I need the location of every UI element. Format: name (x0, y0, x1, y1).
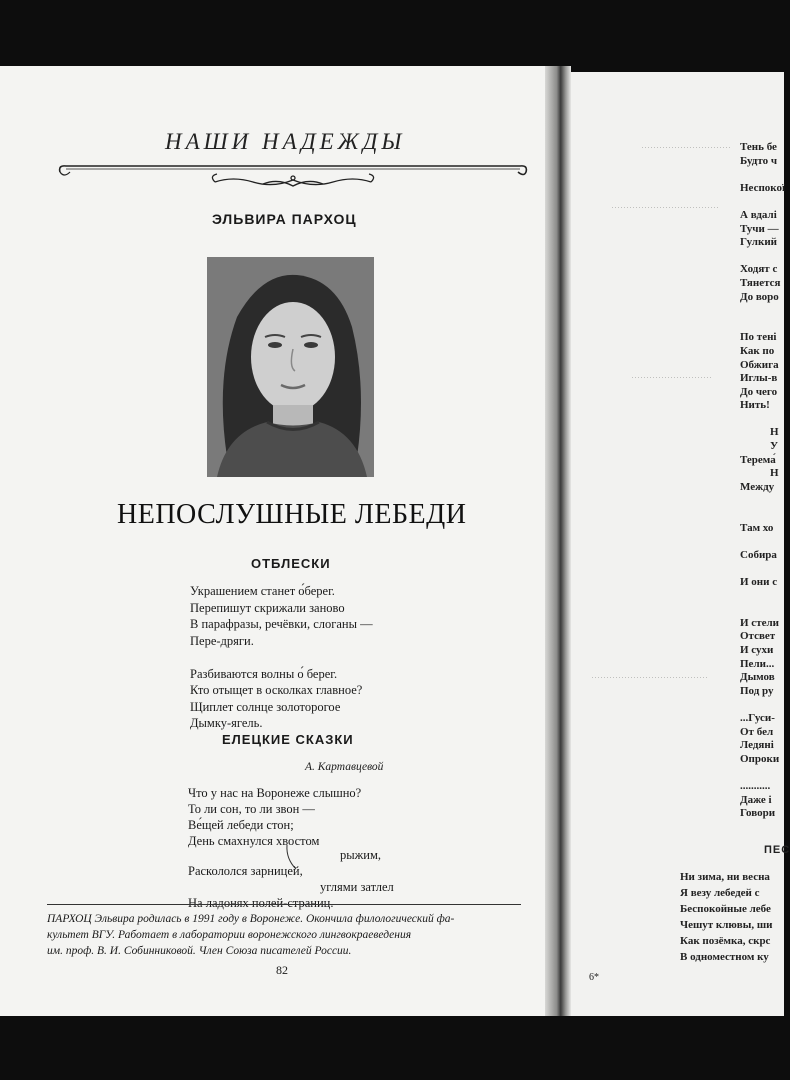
poem-line: От бел (740, 725, 774, 738)
dedication: А. Картавцевой (305, 761, 384, 773)
poem-line: Даже і (740, 793, 772, 806)
poem-line: рыжим, (340, 848, 382, 862)
poem-title-otbleski: ОТБЛЕСКИ (251, 556, 331, 571)
poem-line: Будто ч (740, 154, 778, 167)
poem-line (740, 317, 785, 331)
bleed-through-text: ⋯⋯⋯⋯⋯⋯⋯⋯⋯⋯⋯⋯ (611, 202, 719, 212)
poem-line: В одноместном ку (680, 951, 769, 963)
poem-line: Опроки (740, 752, 780, 765)
poem-line: У (770, 440, 779, 453)
bio-line: ПАРХОЦ Эльвира родилась в 1991 году в Воронеже. Окончила филологический фа- (47, 913, 455, 925)
poem-line: Пели... (740, 657, 775, 670)
poem-line: Между (740, 480, 775, 493)
poem-line: Беспокойные лебе (680, 903, 771, 915)
bleed-through-text: ⋯⋯⋯⋯⋯⋯⋯⋯⋯⋯ (641, 142, 731, 152)
poem-line: Перепишут скрижали заново (190, 600, 345, 615)
poem-line (740, 589, 785, 603)
poem-line: Н (770, 426, 779, 439)
poem-line: До воро (740, 290, 779, 303)
poem-line: Там хо (740, 521, 774, 534)
poem-line: И сухи (740, 643, 774, 656)
poem-line: Пере-дряги. (190, 633, 254, 648)
poem-line (740, 602, 785, 616)
poem-line: Терема́ (740, 453, 776, 466)
poem-line: Кто отыщет в осколках главное? (190, 683, 363, 697)
poem-line: И стели (740, 616, 779, 629)
bleed-through-text: ⋯⋯⋯⋯⋯⋯⋯⋯⋯⋯⋯⋯⋯ (591, 672, 708, 682)
book-gutter (545, 66, 571, 1016)
main-title: НЕПОСЛУШНЫЕ ЛЕБЕДИ (117, 499, 467, 530)
poem-line: Отсвет (740, 630, 776, 643)
poem-line: Н (770, 467, 779, 480)
poem-line: Ледяні (740, 739, 774, 752)
bio-line: культет ВГУ. Работает в лаборатории воронежского лингвокраеведения (47, 929, 412, 941)
right-poem-column (740, 140, 785, 820)
poem-line (740, 194, 785, 208)
bio-line: им. проф. В. И. Собинниковой. Член Союза писателей России. (47, 945, 352, 957)
poem-line (740, 303, 785, 317)
poem-line: Дымку-ягель. (190, 716, 263, 730)
poem-line: Под ру (740, 684, 774, 697)
poem-line (740, 534, 785, 548)
poem-line: Я везу лебедей с (680, 887, 760, 899)
poem-line (740, 493, 785, 507)
right-bottom-poem (680, 869, 772, 965)
poem-line: Украшением станет о́берег. (190, 584, 335, 598)
poem-line: ........... (740, 779, 771, 792)
poem-line: Собира (740, 548, 777, 561)
poem-line (740, 412, 785, 426)
poem-line: Что у нас на Воронеже слышно? (188, 786, 362, 800)
poem-line: Обжига (740, 358, 779, 371)
poem-line: Чешут клювы, ши (680, 919, 773, 931)
poem-line: Раскололся зарницей, (188, 864, 303, 878)
right-page (571, 72, 790, 1016)
author-bio (47, 911, 527, 959)
poem-line: День смахнулся хвостом (188, 834, 320, 848)
poem-line: Как позёмка, скрc (680, 935, 771, 947)
poem-line (740, 507, 785, 521)
poem-line: Тянется (740, 276, 781, 289)
poem-line: До чего (740, 385, 778, 398)
bleed-through-text: ⋯⋯⋯⋯⋯⋯⋯⋯⋯ (631, 372, 712, 382)
poem-line: Разбиваются волны о́ берег. (190, 666, 338, 681)
ornament-divider (56, 160, 530, 192)
author-name: ЭЛЬВИРА ПАРХОЦ (212, 211, 357, 227)
poem-line (740, 697, 785, 711)
poem-line: углями затлел (320, 880, 394, 894)
poem-line: Иглы-в (740, 372, 778, 385)
page-number: 82 (276, 963, 288, 977)
poem-line: Дымов (740, 671, 775, 684)
page-marker: 6* (589, 972, 599, 983)
poem-line: Ве́щей лебеди стон; (188, 818, 294, 832)
poem-line: Гулкий (740, 236, 777, 249)
poem-line: Тучи — (740, 222, 779, 235)
poem-title-eletskie: ЕЛЕЦКИЕ СКАЗКИ (222, 732, 354, 747)
poem-line: Неспокої (740, 181, 786, 194)
poem-line: Щиплет солнце золоторогое (190, 699, 341, 714)
footnote-rule (47, 904, 521, 905)
poem-line: В парафразы, речёвки, слоганы — (190, 617, 373, 631)
poem-line (740, 765, 785, 779)
right-section-title: ПЕС (764, 844, 790, 856)
author-photo (207, 257, 374, 477)
poem-line: Как по (740, 344, 775, 357)
poem-line: По тені (740, 331, 777, 344)
poem-line: То ли сон, то ли звон — (188, 802, 315, 816)
poem-line: На ладонях полей-страниц. (188, 896, 334, 910)
poem-line: ...Гуси- (740, 711, 775, 724)
poem-line (740, 561, 785, 575)
poem-line: Говори (740, 807, 776, 820)
poem-line: Ни зима, ни весна (680, 871, 770, 883)
poem-line: Ходят с (740, 263, 778, 276)
poem-line: А вдалі (740, 208, 777, 221)
poem-line (740, 167, 785, 181)
poem-otbleski (190, 583, 373, 732)
poem-line (740, 249, 785, 263)
poem-line: И они с (740, 576, 778, 588)
poem-line: Нить! (740, 399, 770, 412)
poem-line: Тень бе (740, 141, 777, 153)
section-title: НАШИ НАДЕЖДЫ (165, 129, 406, 154)
